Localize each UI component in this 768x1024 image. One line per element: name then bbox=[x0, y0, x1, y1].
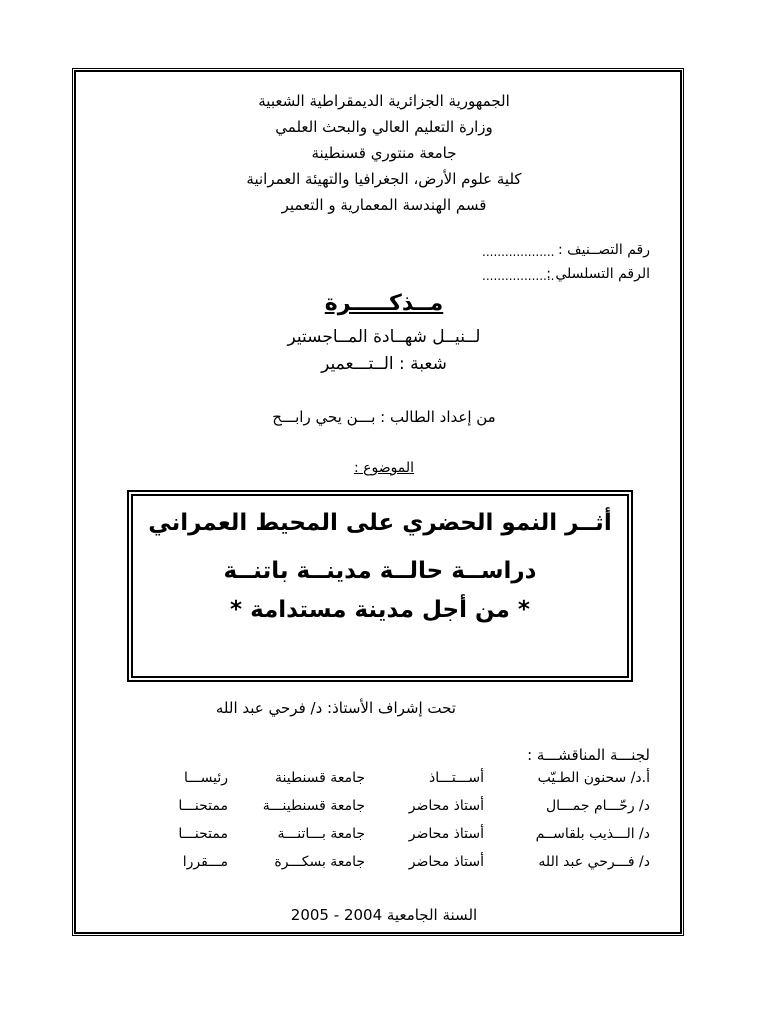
committee-member-role: رئيســـا bbox=[184, 770, 228, 786]
memo-degree: لــنيــل شهــادة المــاجستير bbox=[287, 327, 481, 347]
committee-member-name: د/ رحّـــام جمـــال bbox=[546, 798, 650, 814]
serial-label: الرقم التسلسلي : bbox=[546, 266, 650, 282]
supervisor-line: تحت إشراف الأستاذ: د/ فرحي عبد الله bbox=[215, 699, 456, 717]
committee-member-name: د/ فـــرحي عبد الله bbox=[538, 854, 650, 870]
header-republic: الجمهورية الجزائرية الديمقراطية الشعبية bbox=[258, 92, 510, 110]
topic-title-line3: * من أجل مدينة مستدامة * bbox=[230, 597, 530, 623]
committee-member-university: جامعة قسنطينة bbox=[275, 770, 365, 786]
committee-member-rank: أستاذ محاضر bbox=[408, 854, 484, 870]
header-department: قسم الهندسة المعمارية و التعمير bbox=[281, 196, 487, 214]
serial-value: ................... bbox=[482, 269, 555, 283]
committee-member-university: جامعة بـــاتنـــة bbox=[277, 826, 365, 842]
classification-label: رقم التصــنيف : bbox=[557, 242, 650, 258]
topic-label: الموضوع : bbox=[353, 460, 415, 476]
committee-member-name: أ.د/ سحنون الطـيّب bbox=[537, 770, 650, 786]
committee-member-rank: أستاذ محاضر bbox=[408, 798, 484, 814]
committee-member-name: د/ الـــذيب بلقاســم bbox=[535, 826, 650, 842]
committee-member-university: جامعة قسنطينـــة bbox=[262, 798, 365, 814]
header-ministry: وزارة التعليم العالي والبحث العلمي bbox=[275, 118, 493, 136]
topic-title-line1: أثــر النمو الحضري على المحيط العمراني bbox=[148, 510, 612, 536]
academic-year: السنة الجامعية 2004 - 2005 bbox=[290, 906, 478, 924]
committee-member-university: جامعة بسكـــرة bbox=[274, 854, 365, 870]
committee-member-rank: أســـتـــاذ bbox=[429, 770, 484, 786]
memo-title: مــذكـــــرة bbox=[324, 291, 444, 316]
header-faculty: كلية علوم الأرض، الجغرافيا والتهيئة العمرانية bbox=[246, 170, 522, 188]
committee-member-role: ممتحنـــا bbox=[178, 826, 228, 842]
topic-title-line2: دراســة حالــة مدينــة باتنــة bbox=[223, 558, 537, 584]
header-university: جامعة منتوري قسنطينة bbox=[311, 144, 457, 162]
committee-label: لجنـــة المناقشـــة : bbox=[527, 746, 650, 764]
memo-branch: شعبة : الــتـــعمير bbox=[321, 354, 447, 374]
committee-member-rank: أستاذ محاضر bbox=[408, 826, 484, 842]
committee-member-role: مـــقررا bbox=[182, 854, 228, 870]
committee-member-role: ممتحنـــا bbox=[178, 798, 228, 814]
classification-value: ................... bbox=[482, 245, 555, 259]
student-line: من إعداد الطالب : بـــن يحي رابـــح bbox=[272, 408, 496, 426]
